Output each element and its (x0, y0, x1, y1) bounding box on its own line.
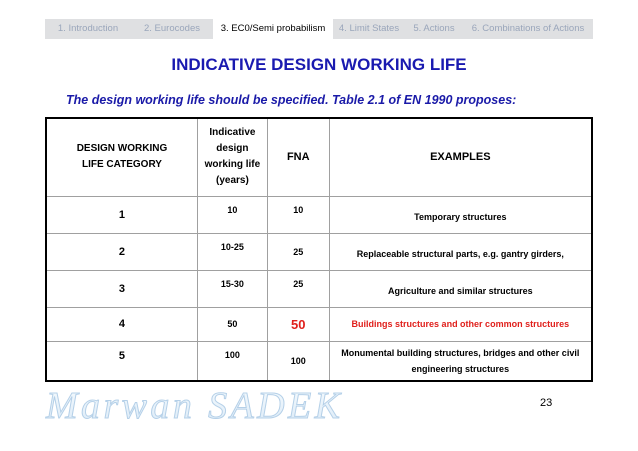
author-watermark (44, 384, 344, 426)
cell-examples-line: Agriculture and similar structures (388, 285, 533, 296)
cell-fna: 25 (267, 270, 329, 307)
header-years-line: design (216, 143, 249, 155)
tab-eurocodes[interactable]: 2. Eurocodes (144, 23, 200, 34)
cell-years: 100 (197, 341, 267, 381)
cell-fna: 100 (267, 341, 329, 381)
cell-fna: 10 (267, 196, 329, 233)
tab-limit-states[interactable]: 4. Limit States (338, 23, 400, 34)
table-row (46, 307, 592, 341)
cell-fna: 25 (267, 233, 329, 270)
table-row (46, 196, 592, 233)
header-category-line: DESIGN WORKING (76, 143, 168, 155)
header-years-line: working life (204, 159, 261, 171)
table-row (46, 270, 592, 307)
header-fna: FNA (267, 118, 329, 196)
cell-fna: 50 (267, 307, 329, 341)
cell-examples (329, 233, 592, 270)
table-row (46, 233, 592, 270)
table-row (46, 341, 592, 381)
cell-examples (329, 341, 592, 381)
cell-examples-line: engineering structures (411, 363, 510, 374)
cell-examples (329, 307, 592, 341)
header-category (46, 118, 197, 196)
header-years-line: Indicative (209, 127, 256, 139)
cell-examples (329, 270, 592, 307)
cell-examples-line: Replaceable structural parts, e.g. gantry girders, (356, 248, 564, 259)
header-years (197, 118, 267, 196)
cell-examples-line: Monumental building structures, bridges and other civil (341, 347, 580, 358)
cell-examples-line: Temporary structures (414, 211, 507, 222)
cell-examples (329, 196, 592, 233)
cell-years: 10-25 (197, 233, 267, 270)
slide-title: INDICATIVE DESIGN WORKING LIFE (171, 55, 467, 74)
tab-actions[interactable]: 5. Actions (413, 23, 455, 34)
cell-category: 4 (46, 307, 197, 341)
design-working-life-table (45, 117, 593, 382)
page-number: 23 (540, 397, 553, 409)
cell-category: 5 (46, 341, 197, 381)
cell-years: 15-30 (197, 270, 267, 307)
table-header-row (46, 118, 592, 196)
cell-category: 2 (46, 233, 197, 270)
cell-years: 50 (197, 307, 267, 341)
header-years-line: (years) (215, 175, 249, 187)
watermark-text: Marwan SADEK (46, 385, 340, 426)
tab-combinations-of-actions[interactable]: 6. Combinations of Actions (471, 23, 585, 34)
cell-category: 3 (46, 270, 197, 307)
cell-examples-line: Buildings structures and other common structures (351, 319, 570, 329)
header-examples: EXAMPLES (329, 118, 592, 196)
slide-subtitle: The design working life should be specified. Table 2.1 of EN 1990 proposes: (66, 93, 517, 107)
cell-years: 10 (197, 196, 267, 233)
tab-ec0-semi-probabilism[interactable]: 3. EC0/Semi probabilism (213, 19, 333, 39)
tab-introduction[interactable]: 1. Introduction (57, 23, 119, 34)
cell-category: 1 (46, 196, 197, 233)
header-category-line: LIFE CATEGORY (81, 159, 162, 171)
section-tab-bar (45, 19, 593, 39)
